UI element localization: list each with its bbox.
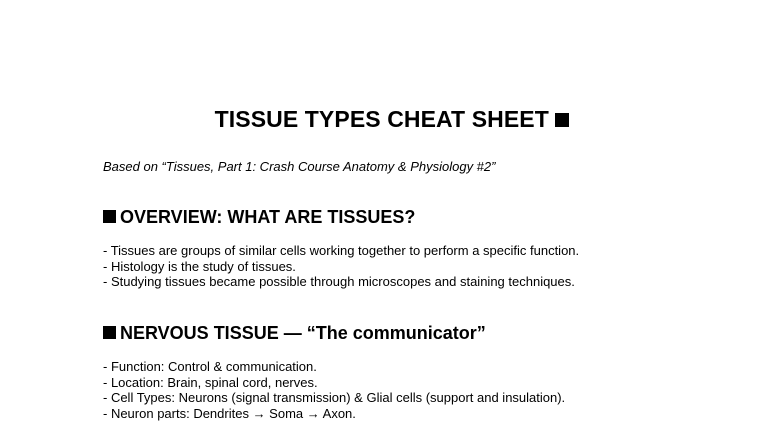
page-title: TISSUE TYPES CHEAT SHEET [214, 106, 549, 132]
list-item: - Function: Control & communication. [103, 359, 317, 374]
list-item: - Tissues are groups of similar cells working together to perform a specific function. [103, 243, 580, 258]
source-subtitle: Based on “Tissues, Part 1: Crash Course Anatomy & Physiology #2” [103, 159, 496, 174]
list-item: - Location: Brain, spinal cord, nerves. [103, 374, 318, 390]
section-heading-text: OVERVIEW: WHAT ARE TISSUES? [120, 207, 416, 227]
list-item: - Histology is the study of tissues. [103, 258, 296, 274]
nervous-tissue-list [103, 359, 565, 421]
black-square-icon [555, 113, 569, 127]
page-title-row [0, 104, 784, 134]
black-square-icon [103, 326, 116, 339]
list-item: - Cell Types: Neurons (signal transmission) & Glial cells (support and insulation). [103, 390, 566, 406]
section-heading-overview [103, 206, 415, 228]
list-item: - Neuron parts: Dendrites → Soma → Axon. [103, 405, 356, 421]
overview-list [103, 243, 579, 290]
list-item: - Studying tissues became possible through microscopes and staining techniques. [103, 274, 575, 290]
section-heading-text: NERVOUS TISSUE — “The communicator” [120, 323, 486, 343]
section-heading-nervous-tissue [103, 322, 486, 344]
black-square-icon [103, 210, 116, 223]
